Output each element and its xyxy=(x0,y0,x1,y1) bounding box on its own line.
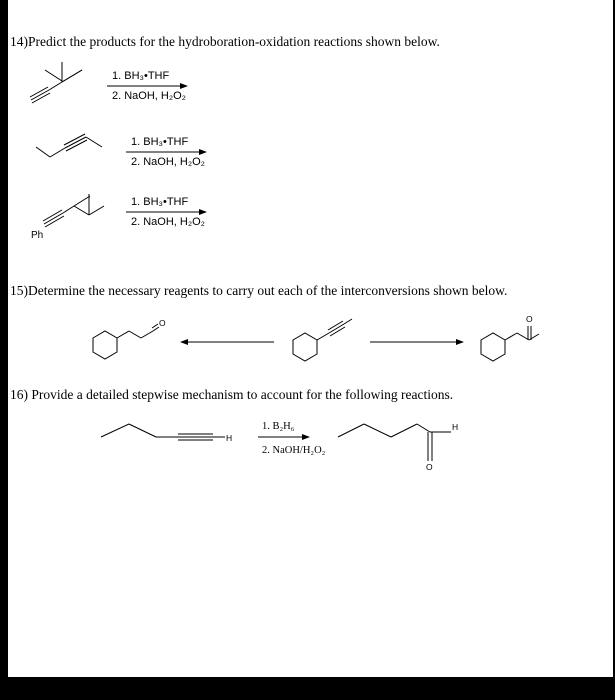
q14-r2-step2: 2. NaOH, H₂O₂ xyxy=(131,156,205,168)
q14-arrow-3 xyxy=(126,209,207,215)
q15-ketone-oxygen: O xyxy=(526,314,533,324)
q14-r3-step2: 2. NaOH, H₂O₂ xyxy=(131,216,205,228)
q16-step2: 2. NaOH/H₂O₂ xyxy=(262,445,326,456)
q15-aldehyde-oxygen: O xyxy=(159,318,166,328)
q16-aldehyde xyxy=(338,424,451,461)
q16-alkyne-hydrogen: H xyxy=(226,433,233,443)
q15-ketone xyxy=(481,326,539,361)
q14-title: 14)Predict the products for the hydroboration-oxidation reactions shown below. xyxy=(10,34,440,49)
chemistry-structures xyxy=(8,0,613,677)
q15-arrow-left xyxy=(180,339,274,345)
q16-alkyne xyxy=(101,424,225,440)
q14-molecule-3 xyxy=(43,194,104,227)
q14-molecule-1 xyxy=(30,62,82,103)
q14-arrow-1 xyxy=(107,83,188,89)
q14-molecule-2 xyxy=(36,134,102,157)
q14-r3-step1: 1. BH₃•THF xyxy=(131,196,189,208)
q16-step1: 1. B₂H₆ xyxy=(262,421,295,432)
q14-r1-step1: 1. BH₃•THF xyxy=(112,70,170,82)
q16-aldehyde-hydrogen: H xyxy=(452,422,459,432)
q15-arrow-right xyxy=(370,339,464,345)
q15-aldehyde xyxy=(93,324,159,359)
q14-r2-step1: 1. BH₃•THF xyxy=(131,136,189,148)
q14-r3-phenyl-label: Ph xyxy=(31,230,44,241)
q14-arrow-2 xyxy=(126,149,207,155)
q15-title: 15)Determine the necessary reagents to carry out each of the interconversions shown below. xyxy=(10,283,508,298)
q14-r1-step2: 2. NaOH, H₂O₂ xyxy=(112,90,186,102)
q16-arrow xyxy=(258,434,310,440)
q16-aldehyde-oxygen: O xyxy=(426,462,433,472)
q16-title: 16) Provide a detailed stepwise mechanism to account for the following reactions. xyxy=(10,387,454,402)
worksheet-page xyxy=(8,0,613,677)
q15-alkyne xyxy=(293,319,352,361)
